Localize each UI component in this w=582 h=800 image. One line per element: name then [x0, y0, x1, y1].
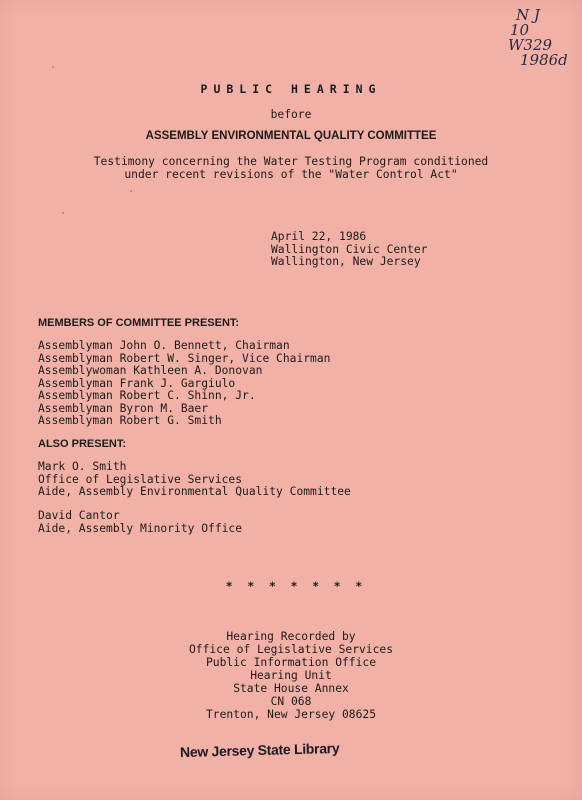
library-stamp: New Jersey State Library [179, 739, 340, 761]
member-item: Assemblyman John O. Bennett, Chairman [38, 339, 290, 352]
recorded-line: State House Annex [233, 682, 349, 695]
paper-speck [52, 66, 54, 68]
member-item: Assemblywoman Kathleen A. Donovan [38, 364, 263, 377]
recorded-line: Hearing Recorded by [226, 630, 356, 643]
handwritten-line: N J [516, 6, 540, 24]
member-item: Assemblyman Frank J. Gargiulo [38, 376, 236, 390]
also-present-entry [38, 461, 351, 499]
members-heading: MEMBERS OF COMMITTEE PRESENT: [38, 317, 240, 329]
committee-name: ASSEMBLY ENVIRONMENTAL QUALITY COMMITTEE [145, 130, 437, 142]
handwritten-line: W329 [508, 36, 553, 54]
attendee-name: Mark O. Smith [38, 460, 127, 473]
also-present-entry [38, 510, 242, 535]
testimony-line: Testimony concerning the Water Testing Program conditioned [93, 155, 489, 168]
members-list [38, 340, 330, 428]
recorded-by-block [0, 630, 582, 721]
handwritten-call-number [496, 8, 580, 68]
testimony-line: under recent revisions of the "Water Control Act" [124, 168, 458, 181]
attendee-role: Aide, Assembly Minority Office [38, 521, 243, 535]
hearing-venue: Wallington Civic Center [271, 242, 428, 256]
attendee-name: David Cantor [38, 509, 120, 522]
before-text: before [270, 108, 312, 121]
recorded-line: Trenton, New Jersey 08625 [205, 708, 377, 721]
handwritten-line: 10 [510, 21, 530, 39]
recorded-line: Public Information Office [205, 656, 377, 669]
member-item: Assemblyman Robert W. Singer, Vice Chairman [38, 351, 331, 365]
hearing-date-location [271, 231, 427, 269]
recorded-line: Office of Legislative Services [188, 643, 394, 656]
recorded-line: CN 068 [270, 695, 312, 708]
attendee-role: Aide, Assembly Environmental Quality Committee [38, 485, 351, 498]
handwritten-line: 1986d [520, 51, 568, 69]
member-item: Assemblyman Robert C. Shinn, Jr. [38, 389, 256, 402]
separator-stars: * * * * * * * [225, 580, 367, 593]
document-title: PUBLIC HEARING [200, 82, 382, 96]
paper-speck [130, 190, 132, 192]
hearing-city: Wallington, New Jersey [271, 255, 421, 268]
attendee-office: Office of Legislative Services [38, 472, 243, 486]
hearing-date: April 22, 1986 [271, 230, 367, 243]
testimony-subject [0, 155, 582, 181]
member-item: Assemblyman Robert G. Smith [38, 414, 222, 427]
member-item: Assemblyman Byron M. Baer [38, 401, 209, 415]
recorded-line: Hearing Unit [250, 669, 332, 682]
also-present-heading: ALSO PRESENT: [38, 438, 127, 450]
paper-speck [62, 212, 64, 214]
